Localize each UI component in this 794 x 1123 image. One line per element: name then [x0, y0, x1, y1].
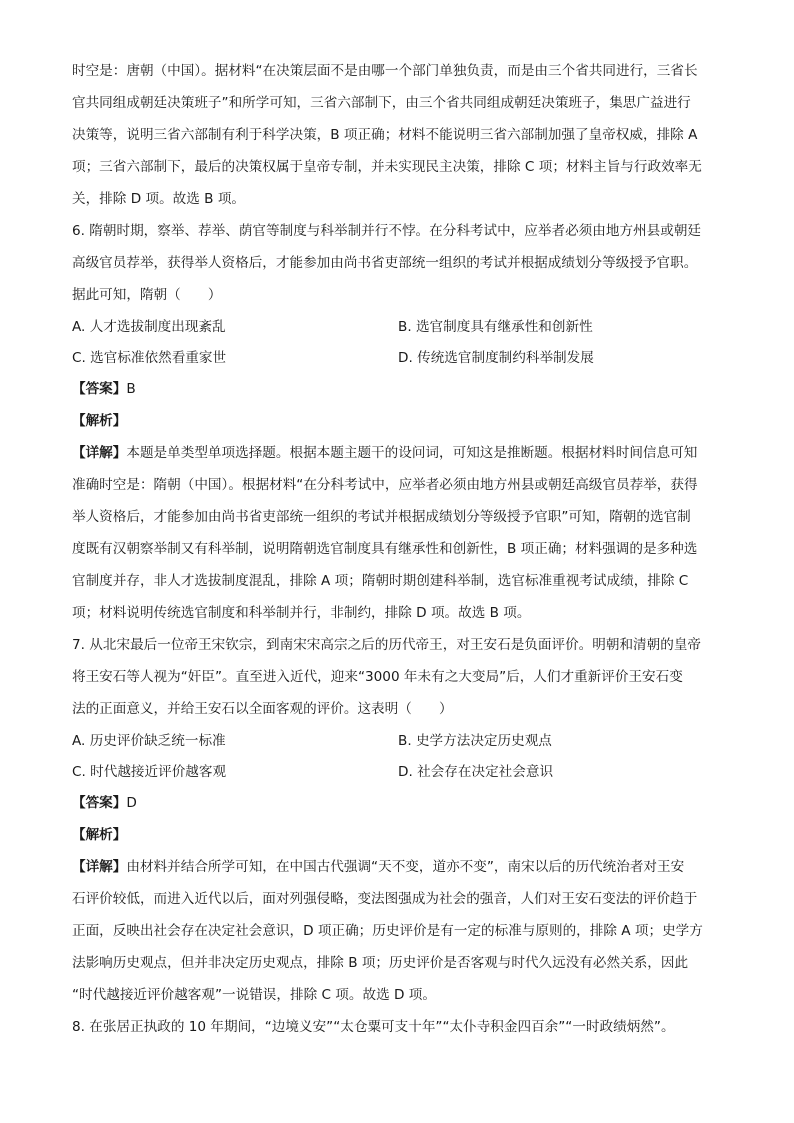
q7-option-b: B. 史学方法决定历史观点: [398, 733, 552, 749]
q7-detail-line: “时代越接近评价越客观”一说错误，排除 C 项。故选 D 项。: [72, 987, 436, 1003]
answer-value: B: [126, 381, 136, 397]
q7-detail-line: 正面，反映出社会存在决定社会意识，D 项正确；历史评价是有一定的标准与原则的，排除 A 项；史学方: [72, 923, 703, 939]
q7-answer: [72, 794, 732, 812]
q6-option-a: A. 人才选拔制度出现紊乱: [72, 319, 226, 335]
q6-option-b: B. 选官制度具有继承性和创新性: [398, 319, 593, 335]
q6-answer: [72, 380, 732, 398]
analysis-label: 【解析】: [72, 413, 127, 429]
q6-analysis-heading: [72, 412, 732, 430]
q7-stem-line: 法的正面意义，并给王安石以全面客观的评价。这表明（ ）: [72, 701, 453, 717]
detail-text: 由材料并结合所学可知，在中国古代强调“天不变，道亦不变”，南宋以后的历代统治者对王安: [126, 859, 685, 875]
q6-stem-line: 据此可知，隋朝（ ）: [72, 287, 222, 303]
q7-stem-line: 将王安石等人视为“奸臣”。直至进入近代，迎来“3000 年未有之大变局”后，人们才重新评价王安石变: [72, 669, 683, 685]
q6-detail-line: 度既有汉朝察举制又有科举制，说明隋朝选官制度具有继承性和创新性，B 项正确；材料强调的是多种选: [72, 541, 698, 557]
detail-label: 【详解】: [72, 445, 127, 461]
q6-detail-line: 准确时空是：隋朝（中国）。根据材料“在分科考试中，应举者必须由地方州县或朝廷高级官员荐举，获得: [72, 477, 698, 493]
q7-analysis-heading: [72, 826, 732, 844]
prev-explanation-line: 官共同组成朝廷决策班子”和所学可知，三省六部制下，由三个省共同组成朝廷决策班子，集思广益进行: [72, 95, 691, 111]
answer-label: 【答案】: [72, 795, 127, 811]
prev-explanation-line: 项；三省六部制下，最后的决策权属于皇帝专制，并未实现民主决策，排除 C 项；材料主旨与行政效率无: [72, 159, 702, 175]
q6-detail-line: 举人资格后，才能参加由尚书省吏部统一组织的考试并根据成绩划分等级授予官职”可知，隋朝的选官制: [72, 509, 691, 525]
detail-label: 【详解】: [72, 859, 127, 875]
q7-option-a: A. 历史评价缺乏统一标准: [72, 733, 226, 749]
q6-detail-line: 官制度并存，非人才选拔制度混乱，排除 A 项；隋朝时期创建科举制，选官标准重视考试成绩，排除 C: [72, 573, 689, 589]
q6-option-d: D. 传统选官制度制约科举制发展: [398, 350, 594, 366]
q7-stem-line: 7. 从北宋最后一位帝王宋钦宗，到南宋宋高宗之后的历代帝王，对王安石是负面评价。明朝和清朝的皇帝: [72, 637, 702, 653]
q6-stem-line: 高级官员荐举，获得举人资格后，才能参加由尚书省吏部统一组织的考试并根据成绩划分等级授予官职。: [72, 255, 698, 271]
q7-detail-line: 石评价较低，而进入近代以后，面对列强侵略，变法图强成为社会的强音，人们对王安石变法的评价趋于: [72, 891, 698, 907]
q6-stem-line: 6. 隋朝时期，察举、荐举、荫官等制度与科举制并行不悖。在分科考试中，应举者必须由地方州县或朝廷: [72, 223, 702, 239]
detail-text: 本题是单类型单项选择题。根据本题主题干的设问词，可知这是推断题。根据材料时间信息可知: [126, 445, 698, 461]
q7-detail-line: [72, 858, 732, 876]
prev-explanation-line: 时空是：唐朝（中国）。据材料“在决策层面不是由哪一个部门单独负责，而是由三个省共同进行，三省长: [72, 63, 698, 79]
q8-stem-line: 8. 在张居正执政的 10 年期间，“边境义安”“太仓粟可支十年”“太仆寺积金四百余”“一时政绩炳然”。: [72, 1019, 675, 1035]
analysis-label: 【解析】: [72, 827, 127, 843]
answer-label: 【答案】: [72, 381, 127, 397]
q6-detail-line: 项；材料说明传统选官制度和科举制并行，非制约，排除 D 项。故选 B 项。: [72, 605, 531, 621]
q7-detail-line: 法影响历史观点，但并非决定历史观点，排除 B 项；历史评价是否客观与时代久远没有必然关系，因此: [72, 955, 689, 971]
q6-detail-line: [72, 444, 732, 462]
q7-option-d: D. 社会存在决定社会意识: [398, 764, 554, 780]
prev-explanation-line: 关，排除 D 项。故选 B 项。: [72, 191, 246, 207]
answer-value: D: [126, 795, 137, 811]
prev-explanation-line: 决策等，说明三省六部制有利于科学决策，B 项正确；材料不能说明三省六部制加强了皇帝权威，排除 A: [72, 127, 698, 143]
q7-option-c: C. 时代越接近评价越客观: [72, 764, 227, 780]
q6-option-c: C. 选官标准依然看重家世: [72, 350, 227, 366]
